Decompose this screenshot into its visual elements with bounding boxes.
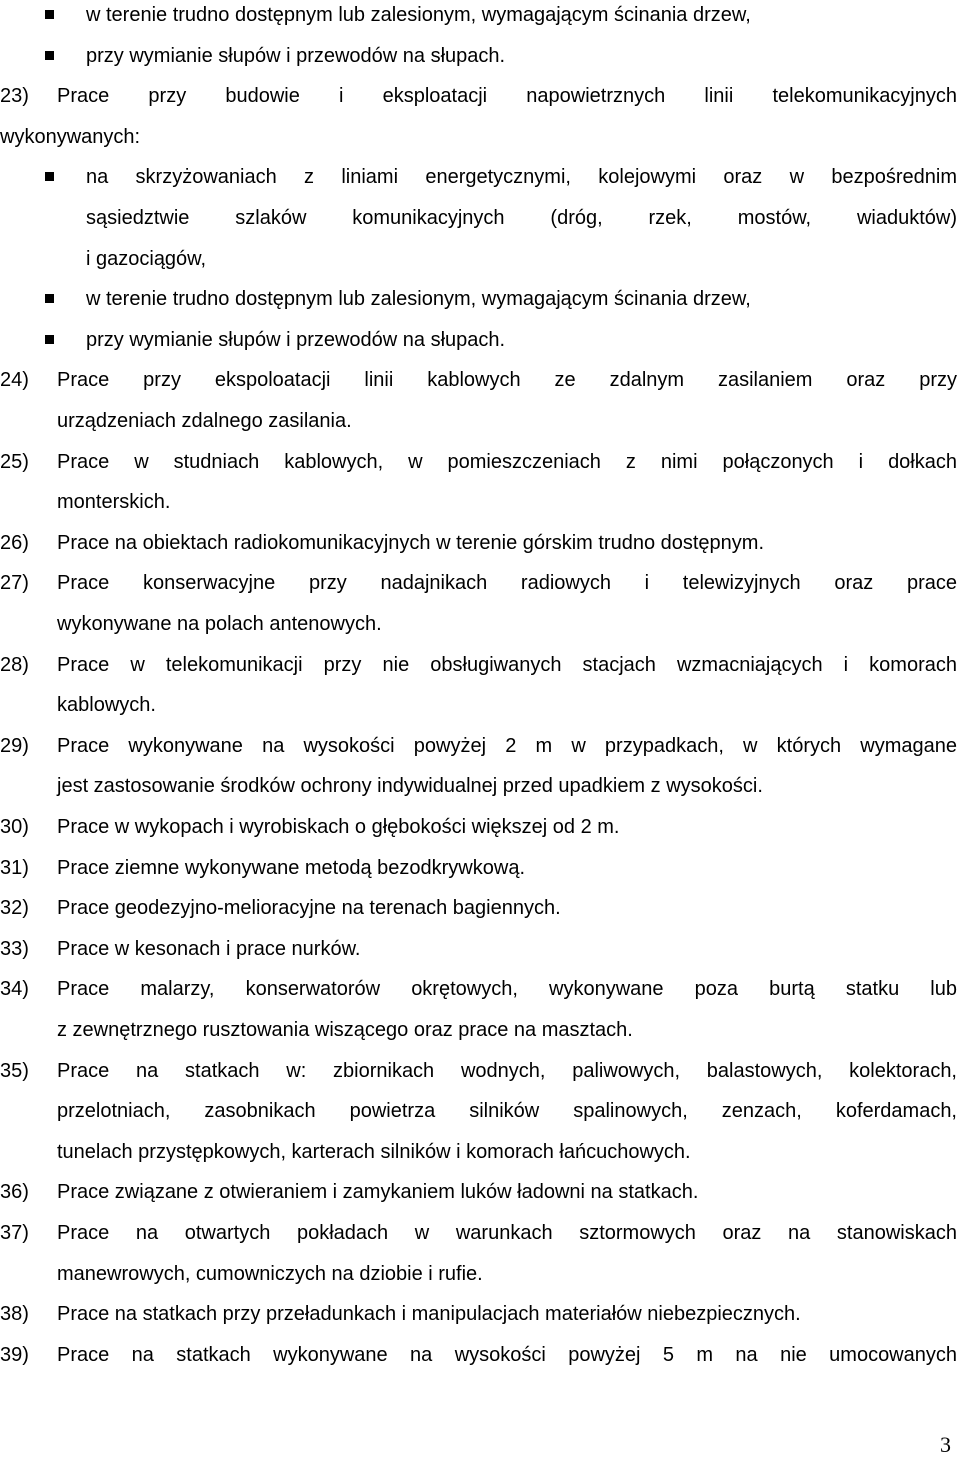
text-line [0,853,960,883]
line-text: wykonywanych: [0,125,141,148]
line-text: Prace na statkach wykonywane na wysokości powyżej 5 m na nie umocowanych [57,1343,957,1366]
line-text: Prace malarzy, konserwatorów okrętowych, wykonywane poza burtą statku lub [57,978,957,1001]
text-line [0,771,960,801]
list-number: 23) [0,85,29,108]
text-line [0,162,960,192]
line-text: przelotniach, zasobnikach powietrza silników spalinowych, zenzach, koferdamach, [57,1100,957,1123]
list-number: 25) [0,450,29,473]
text-line [0,1015,960,1045]
text-line [0,1137,960,1167]
text-line [0,365,960,395]
bullet-icon [45,172,54,181]
list-number: 28) [0,653,29,676]
line-text: Prace na obiektach radiokomunikacyjnych w terenie górskim trudno dostępnym. [57,531,765,554]
text-line [0,568,960,598]
bullet-icon [45,51,54,60]
list-number: 38) [0,1303,29,1326]
line-text: manewrowych, cumowniczych na dziobie i rufie. [57,1262,483,1285]
list-number: 24) [0,369,29,392]
line-text: sąsiedztwie szlaków komunikacyjnych (dróg, rzek, mostów, wiaduktów) [86,207,957,229]
line-text: i gazociągów, [86,247,207,270]
list-number: 36) [0,1181,29,1204]
text-line [0,447,960,477]
text-line [0,1218,960,1248]
bullet-icon [45,294,54,303]
line-text: Prace w studniach kablowych, w pomieszczeniach z nimi połączonych i dołkach [57,450,957,473]
line-text: przy wymianie słupów i przewodów na słupach. [86,44,506,67]
text-line [0,1340,960,1370]
bullet-icon [45,335,54,344]
list-number: 27) [0,572,29,595]
text-line [0,1299,960,1329]
text-line [0,528,960,558]
list-number: 29) [0,734,29,757]
text-line [0,650,960,680]
line-text: Prace wykonywane na wysokości powyżej 2 m w przypadkach, w których wymagane [57,734,957,757]
line-text: Prace w wykopach i wyrobiskach o głębokości większej od 2 m. [57,816,620,838]
line-text: tunelach przystępkowych, karterach silników i komorach łańcuchowych. [57,1140,691,1163]
text-line [0,1056,960,1086]
line-text: przy wymianie słupów i przewodów na słupach. [86,328,506,351]
text-line [0,203,960,233]
text-line [0,1259,960,1289]
text-line [0,1096,960,1126]
text-line [0,974,960,1004]
text-line [0,690,960,720]
text-line [0,122,960,152]
text-line [0,1177,960,1207]
line-text: w terenie trudno dostępnym lub zalesionym, wymagającym ścinania drzew, [86,288,751,311]
list-number: 33) [0,937,29,960]
line-text: Prace geodezyjno-melioracyjne na terenach bagiennych. [57,897,561,920]
list-number: 26) [0,531,29,554]
line-text: na skrzyżowaniach z liniami energetycznymi, kolejowymi oraz w bezpośrednim [86,166,957,189]
list-number: 31) [0,856,29,879]
text-line [0,244,960,274]
line-text: Prace przy ekspoloatacji linii kablowych ze zdalnym zasilaniem oraz przy [57,369,957,392]
list-number: 37) [0,1222,29,1244]
line-text: monterskich. [57,491,171,514]
line-text: Prace ziemne wykonywane metodą bezodkrywkową. [57,856,525,879]
list-number: 35) [0,1059,29,1082]
text-line [0,0,960,30]
line-text: jest zastosowanie środków ochrony indywidualnej przed upadkiem z wysokości. [57,775,763,798]
text-line [0,893,960,923]
line-text: Prace konserwacyjne przy nadajnikach radiowych i telewizyjnych oraz prace [57,572,957,595]
text-line [0,731,960,761]
list-number: 39) [0,1343,29,1366]
list-number: 30) [0,816,29,838]
line-text: Prace na statkach w: zbiornikach wodnych, paliwowych, balastowych, kolektorach, [57,1059,957,1082]
text-line [0,934,960,964]
list-number: 32) [0,897,29,920]
line-text: Prace na statkach przy przeładunkach i manipulacjach materiałów niebezpiecznych. [57,1303,801,1326]
text-line [0,325,960,355]
line-text: w terenie trudno dostępnym lub zalesionym, wymagającym ścinania drzew, [86,4,751,26]
line-text: Prace w kesonach i prace nurków. [57,937,361,960]
text-line [0,41,960,71]
line-text: Prace związane z otwieraniem i zamykaniem luków ładowni na statkach. [57,1181,699,1204]
text-line [0,406,960,436]
line-text: Prace na otwartych pokładach w warunkach sztormowych oraz na stanowiskach [57,1222,957,1244]
text-line [0,284,960,314]
bullet-icon [45,10,54,19]
line-text: wykonywane na polach antenowych. [57,613,382,635]
line-text: z zewnętrznego rusztowania wiszącego oraz prace na masztach. [57,1019,633,1041]
line-text: urządzeniach zdalnego zasilania. [57,410,352,432]
line-text: Prace przy budowie i eksploatacji napowietrznych linii telekomunikacyjnych [57,85,957,108]
line-text: Prace w telekomunikacji przy nie obsługiwanych stacjach wzmacniających i komorach [57,653,957,676]
page-number: 3 [940,1432,951,1457]
text-line [0,81,960,111]
text-line [0,487,960,517]
list-number: 34) [0,978,29,1001]
text-line [0,609,960,639]
line-text: kablowych. [57,694,156,717]
text-line [0,812,960,842]
